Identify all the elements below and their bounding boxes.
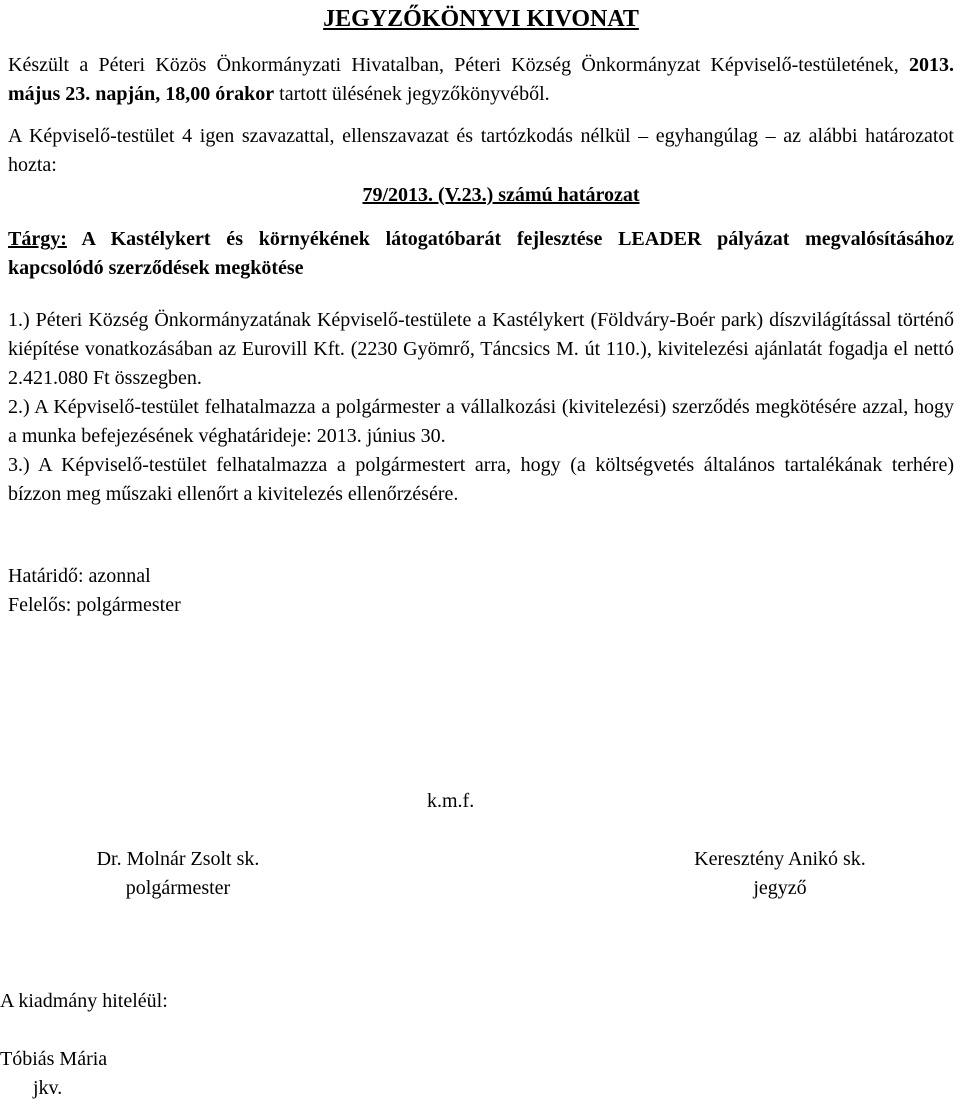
certified-label: A kiadmány hiteléül: — [0, 990, 168, 1012]
document-page — [8, 0, 954, 620]
intro-paragraph — [8, 51, 954, 109]
signature-mayor-role: polgármester — [125, 877, 231, 899]
certifier-name: Tóbiás Mária — [0, 1048, 108, 1070]
vote-paragraph: A Képviselő-testület 4 igen szavazattal, ellenszavazat és tartózkodás nélkül – egyhangúlag – az alábbi határozatot hozta: — [8, 125, 954, 176]
signature-mayor — [78, 845, 278, 903]
intro-text-end: tartott ülésének jegyzőkönyvéből. — [274, 83, 550, 105]
signature-notary — [665, 845, 895, 903]
subject-paragraph — [8, 225, 954, 283]
kmf-mark: k.m.f. — [427, 790, 475, 812]
decision-item-2: 2.) A Képviselő-testület felhatalmazza a polgármester a vállalkozási (kivitelezési) szerződés megkötésére azzal, hogy a munka befejezésének véghatárideje: 2013. június 30. — [8, 396, 954, 447]
signature-notary-name: Keresztény Anikó sk. — [694, 848, 866, 870]
intro-text-start: Készült a Péteri Közös Önkormányzati Hivatalban, Péteri Község Önkormányzat Képviselő-testületének, — [8, 54, 909, 76]
decision-item-1: 1.) Péteri Község Önkormányzatának Képviselő-testülete a Kastélykert (Földváry-Boér park) díszvilágítással történő kiépítése vonatkozásában az Eurovill Kft. (2230 Gyömrő, Táncsics M. út 110.), kivitelezési ajánlatát fogadja el nettó 2.421.080 Ft összegben. — [8, 309, 954, 389]
subject-label: Tárgy: — [8, 228, 67, 250]
certifier-role: jkv. — [33, 1077, 63, 1099]
decision-item-3: 3.) A Képviselő-testület felhatalmazza a polgármestert arra, hogy (a költségvetés általános tartalékának terhére) bízzon meg műszaki ellenőrt a kivitelezés ellenőrzésére. — [8, 454, 954, 505]
responsible: Felelős: polgármester — [8, 594, 181, 616]
document-title: JEGYZŐKÖNYVI KIVONAT — [323, 6, 639, 32]
meeting-date: 2013. május 23. napján, 18,00 órakor — [8, 54, 954, 105]
signature-notary-role: jegyző — [753, 877, 807, 899]
subject-text: A Kastélykert és környékének látogatóbarát fejlesztése LEADER pályázat megvalósításához kapcsolódó szerződések megkötése — [8, 228, 954, 279]
deadline: Határidő: azonnal — [8, 565, 151, 587]
signature-mayor-name: Dr. Molnár Zsolt sk. — [96, 848, 260, 870]
decision-number: 79/2013. (V.23.) számú határozat — [362, 184, 640, 206]
